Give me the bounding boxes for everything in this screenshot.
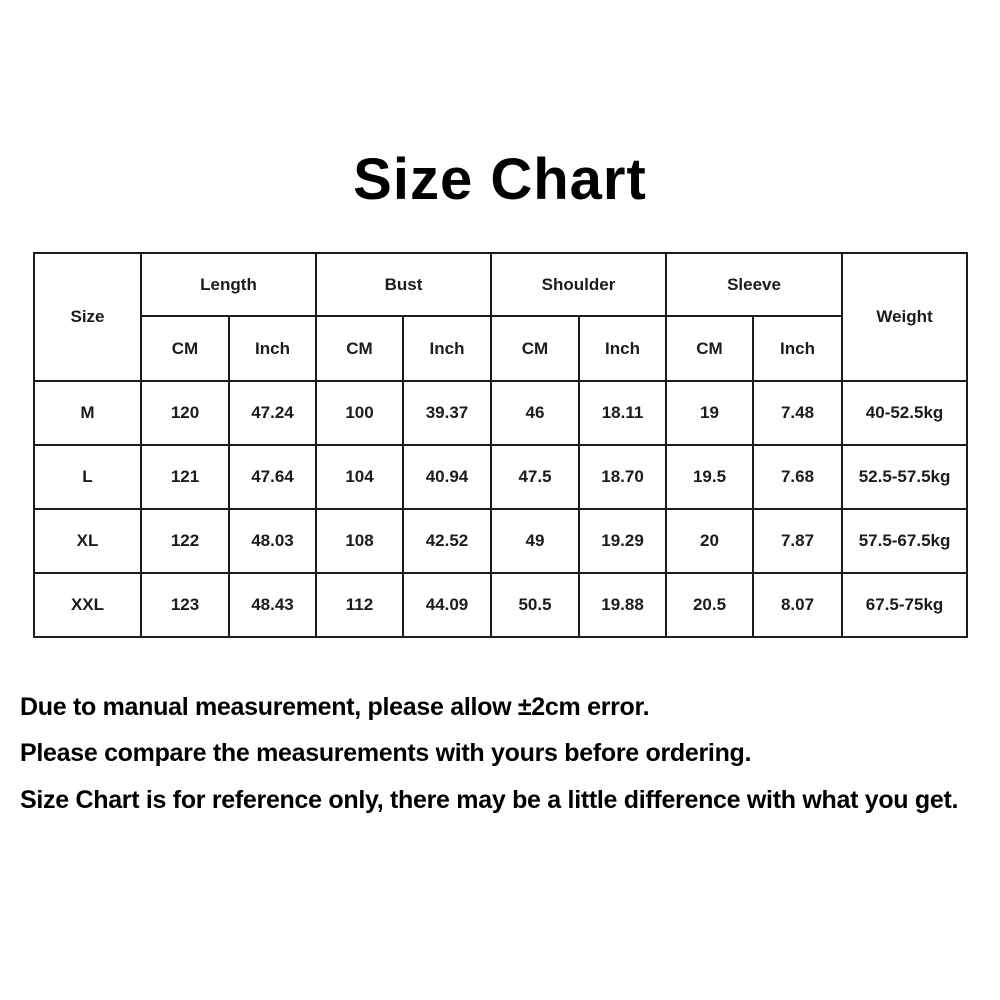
value-cell: 108 xyxy=(316,509,403,573)
table-row xyxy=(34,445,967,509)
value-cell: 47.64 xyxy=(229,445,316,509)
value-cell: 104 xyxy=(316,445,403,509)
value-cell: 48.03 xyxy=(229,509,316,573)
unit-header-bust-inch: Inch xyxy=(403,316,491,381)
weight-cell: 67.5-75kg xyxy=(842,573,967,637)
size-cell: M xyxy=(34,381,141,445)
note-line: Size Chart is for reference only, there may be a little difference with what you get. xyxy=(20,785,959,814)
value-cell: 19.5 xyxy=(666,445,753,509)
value-cell: 42.52 xyxy=(403,509,491,573)
corner-header-size: Size xyxy=(34,253,141,381)
weight-cell: 40-52.5kg xyxy=(842,381,967,445)
value-cell: 44.09 xyxy=(403,573,491,637)
value-cell: 100 xyxy=(316,381,403,445)
value-cell: 122 xyxy=(141,509,229,573)
value-cell: 18.70 xyxy=(579,445,666,509)
value-cell: 7.68 xyxy=(753,445,842,509)
value-cell: 121 xyxy=(141,445,229,509)
value-cell: 123 xyxy=(141,573,229,637)
value-cell: 112 xyxy=(316,573,403,637)
value-cell: 47.24 xyxy=(229,381,316,445)
note-line: Due to manual measurement, please allow ±2cm error. xyxy=(20,693,650,721)
unit-header-sleeve-cm: CM xyxy=(666,316,753,381)
value-cell: 7.87 xyxy=(753,509,842,573)
value-cell: 39.37 xyxy=(403,381,491,445)
value-cell: 50.5 xyxy=(491,573,579,637)
note-line: Please compare the measurements with yours before ordering. xyxy=(20,739,752,768)
size-cell: L xyxy=(34,445,141,509)
value-cell: 19.88 xyxy=(579,573,666,637)
value-cell: 46 xyxy=(491,381,579,445)
value-cell: 47.5 xyxy=(491,445,579,509)
value-cell: 49 xyxy=(491,509,579,573)
size-cell: XXL xyxy=(34,573,141,637)
group-header-shoulder: Shoulder xyxy=(491,253,666,316)
unit-header-bust-cm: CM xyxy=(316,316,403,381)
weight-cell: 57.5-67.5kg xyxy=(842,509,967,573)
table-row xyxy=(34,573,967,637)
weight-cell: 52.5-57.5kg xyxy=(842,445,967,509)
table-row xyxy=(34,509,967,573)
unit-header-sleeve-inch: Inch xyxy=(753,316,842,381)
value-cell: 18.11 xyxy=(579,381,666,445)
value-cell: 19.29 xyxy=(579,509,666,573)
value-cell: 20.5 xyxy=(666,573,753,637)
size-cell: XL xyxy=(34,509,141,573)
value-cell: 19 xyxy=(666,381,753,445)
value-cell: 40.94 xyxy=(403,445,491,509)
table-row xyxy=(34,381,967,445)
value-cell: 20 xyxy=(666,509,753,573)
unit-header-shoulder-inch: Inch xyxy=(579,316,666,381)
unit-header-length-cm: CM xyxy=(141,316,229,381)
value-cell: 7.48 xyxy=(753,381,842,445)
group-header-sleeve: Sleeve xyxy=(666,253,842,316)
value-cell: 8.07 xyxy=(753,573,842,637)
size-table xyxy=(33,252,968,638)
table-header-group-row xyxy=(34,253,967,316)
unit-header-length-inch: Inch xyxy=(229,316,316,381)
value-cell: 120 xyxy=(141,381,229,445)
group-header-length: Length xyxy=(141,253,316,316)
unit-header-shoulder-cm: CM xyxy=(491,316,579,381)
table-header-unit-row xyxy=(34,316,967,381)
header-weight: Weight xyxy=(842,253,967,381)
value-cell: 48.43 xyxy=(229,573,316,637)
footer-notes xyxy=(20,694,988,833)
page-title: Size Chart xyxy=(353,147,647,212)
group-header-bust: Bust xyxy=(316,253,491,316)
